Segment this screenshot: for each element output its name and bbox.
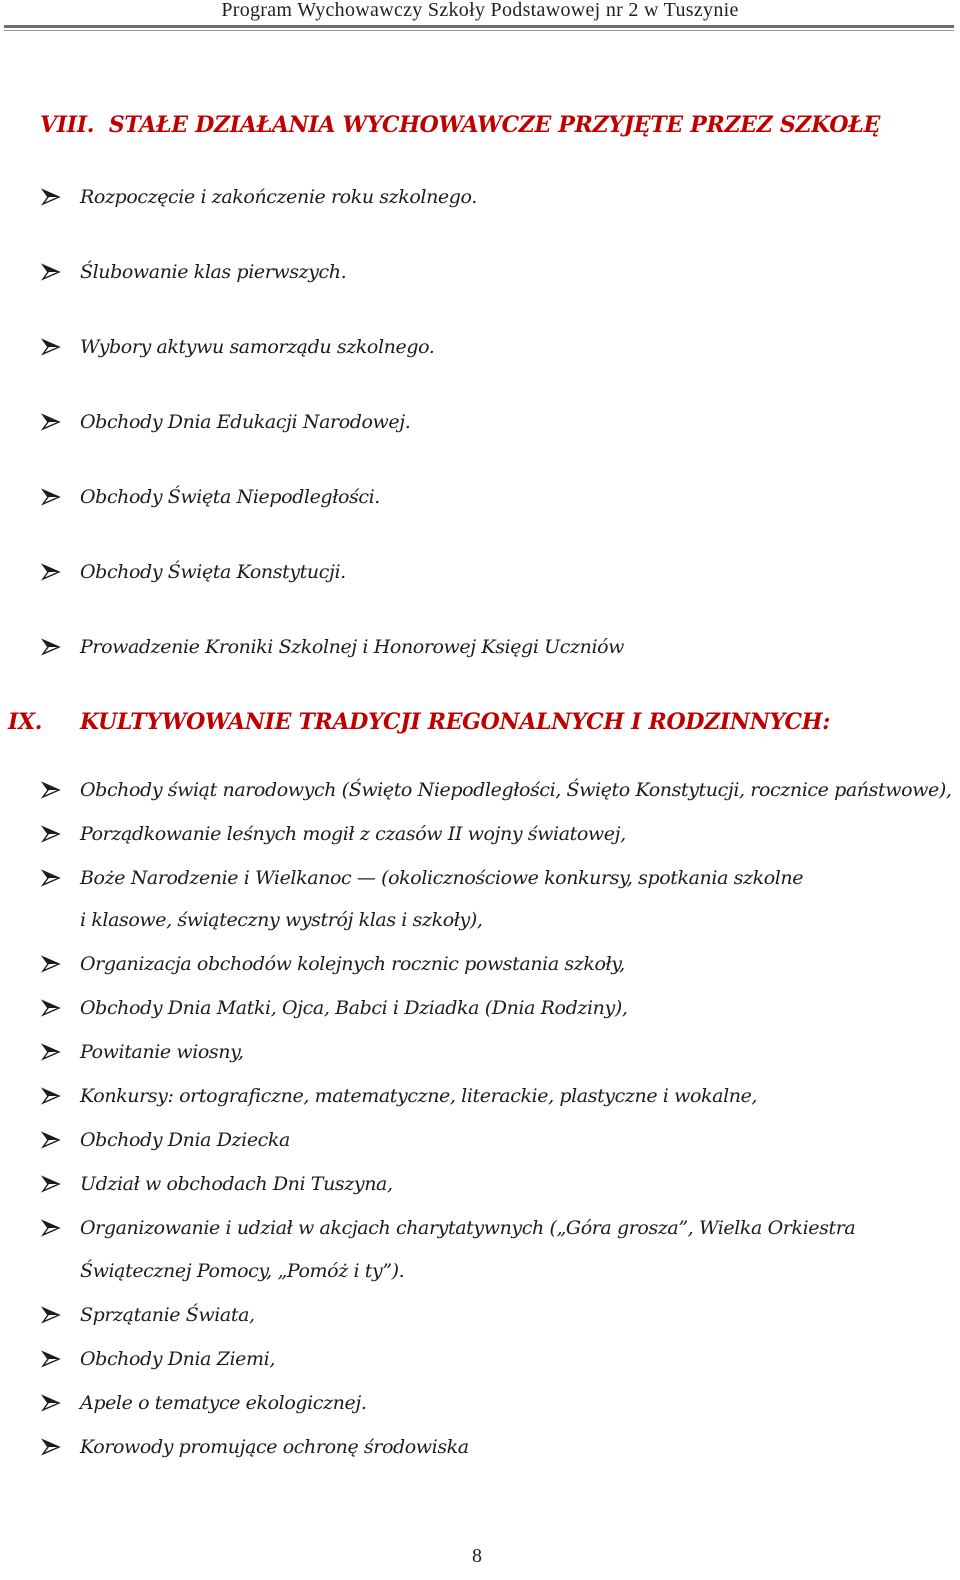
arrowhead-bullet-icon: [40, 261, 62, 283]
list-item-text: Porządkowanie leśnych mogił z czasów II wojny światowej,: [80, 823, 626, 845]
arrowhead-bullet-icon: [40, 823, 62, 845]
list-item-text: Prowadzenie Kroniki Szkolnej i Honorowej Księgi Uczniów: [80, 636, 625, 658]
arrowhead-bullet-icon: [40, 1129, 62, 1151]
list-item-text: Obchody Dnia Ziemi,: [80, 1348, 275, 1370]
list-item-text: Powitanie wiosny,: [80, 1041, 244, 1063]
arrowhead-bullet-icon: [40, 997, 62, 1019]
running-header: Program Wychowawczy Szkoły Podstawowej nr 2 w Tuszynie: [221, 0, 739, 21]
arrowhead-bullet-icon: [40, 1173, 62, 1195]
arrowhead-bullet-icon: [40, 1348, 62, 1370]
arrowhead-bullet-icon: [40, 1304, 62, 1326]
arrowhead-bullet-icon: [40, 1392, 62, 1414]
list-item-text: Organizowanie i udział w akcjach charytatywnych („Góra grosza”, Wielka Orkiestra: [80, 1217, 856, 1239]
list-item-text: Apele o tematyce ekologicznej.: [80, 1392, 367, 1414]
list-item-text: Obchody Święta Niepodległości.: [80, 486, 380, 508]
list-item-text: Boże Narodzenie i Wielkanoc — (okolicznościowe konkursy, spotkania szkolne: [80, 867, 804, 889]
section-ix-heading: [8, 709, 830, 735]
list-item-text: Obchody Dnia Matki, Ojca, Babci i Dziadka (Dnia Rodziny),: [80, 997, 628, 1019]
list-item-text: Sprzątanie Świata,: [80, 1304, 255, 1326]
list-item-text: Obchody Święta Konstytucji.: [80, 561, 346, 583]
list-item-text: Ślubowanie klas pierwszych.: [80, 261, 347, 283]
arrowhead-bullet-icon: [40, 636, 62, 658]
section-title: STAŁE DZIAŁANIA WYCHOWAWCZE PRZYJĘTE PRZEZ SZKOŁĘ: [108, 112, 881, 138]
arrowhead-bullet-icon: [40, 486, 62, 508]
list-item-text: Rozpoczęcie i zakończenie roku szkolnego.: [80, 186, 477, 208]
list-item-text: Korowody promujące ochronę środowiska: [80, 1436, 469, 1458]
list-item-text: Wybory aktywu samorządu szkolnego.: [80, 336, 435, 358]
list-item-text: Organizacja obchodów kolejnych rocznic powstania szkoły,: [80, 953, 625, 975]
arrowhead-bullet-icon: [40, 779, 62, 801]
arrowhead-bullet-icon: [40, 867, 62, 889]
list-item-continuation: Świątecznej Pomocy, „Pomóż i ty”).: [80, 1260, 405, 1282]
list-item-text: Konkursy: ortograficzne, matematyczne, literackie, plastyczne i wokalne,: [80, 1085, 758, 1107]
arrowhead-bullet-icon: [40, 411, 62, 433]
arrowhead-bullet-icon: [40, 336, 62, 358]
list-item-text: Obchody Dnia Dziecka: [80, 1129, 290, 1151]
section-number: IX.: [8, 709, 43, 735]
arrowhead-bullet-icon: [40, 186, 62, 208]
arrowhead-bullet-icon: [40, 1217, 62, 1239]
header-rule: [4, 25, 954, 28]
section-title: KULTYWOWANIE TRADYCJI REGONALNYCH I RODZINNYCH:: [80, 709, 831, 735]
page-number: 8: [472, 1545, 482, 1567]
list-item-text: Obchody świąt narodowych (Święto Niepodległości, Święto Konstytucji, rocznice państwowe),: [80, 779, 952, 801]
list-item-continuation: i klasowe, świąteczny wystrój klas i szkoły),: [80, 909, 483, 931]
arrowhead-bullet-icon: [40, 1085, 62, 1107]
header-rule-thin: [4, 30, 954, 31]
section-viii-heading: [40, 112, 880, 138]
arrowhead-bullet-icon: [40, 1436, 62, 1458]
arrowhead-bullet-icon: [40, 1041, 62, 1063]
section-number: VIII.: [40, 112, 95, 138]
list-item-text: Obchody Dnia Edukacji Narodowej.: [80, 411, 411, 433]
arrowhead-bullet-icon: [40, 953, 62, 975]
list-item-text: Udział w obchodach Dni Tuszyna,: [80, 1173, 393, 1195]
arrowhead-bullet-icon: [40, 561, 62, 583]
